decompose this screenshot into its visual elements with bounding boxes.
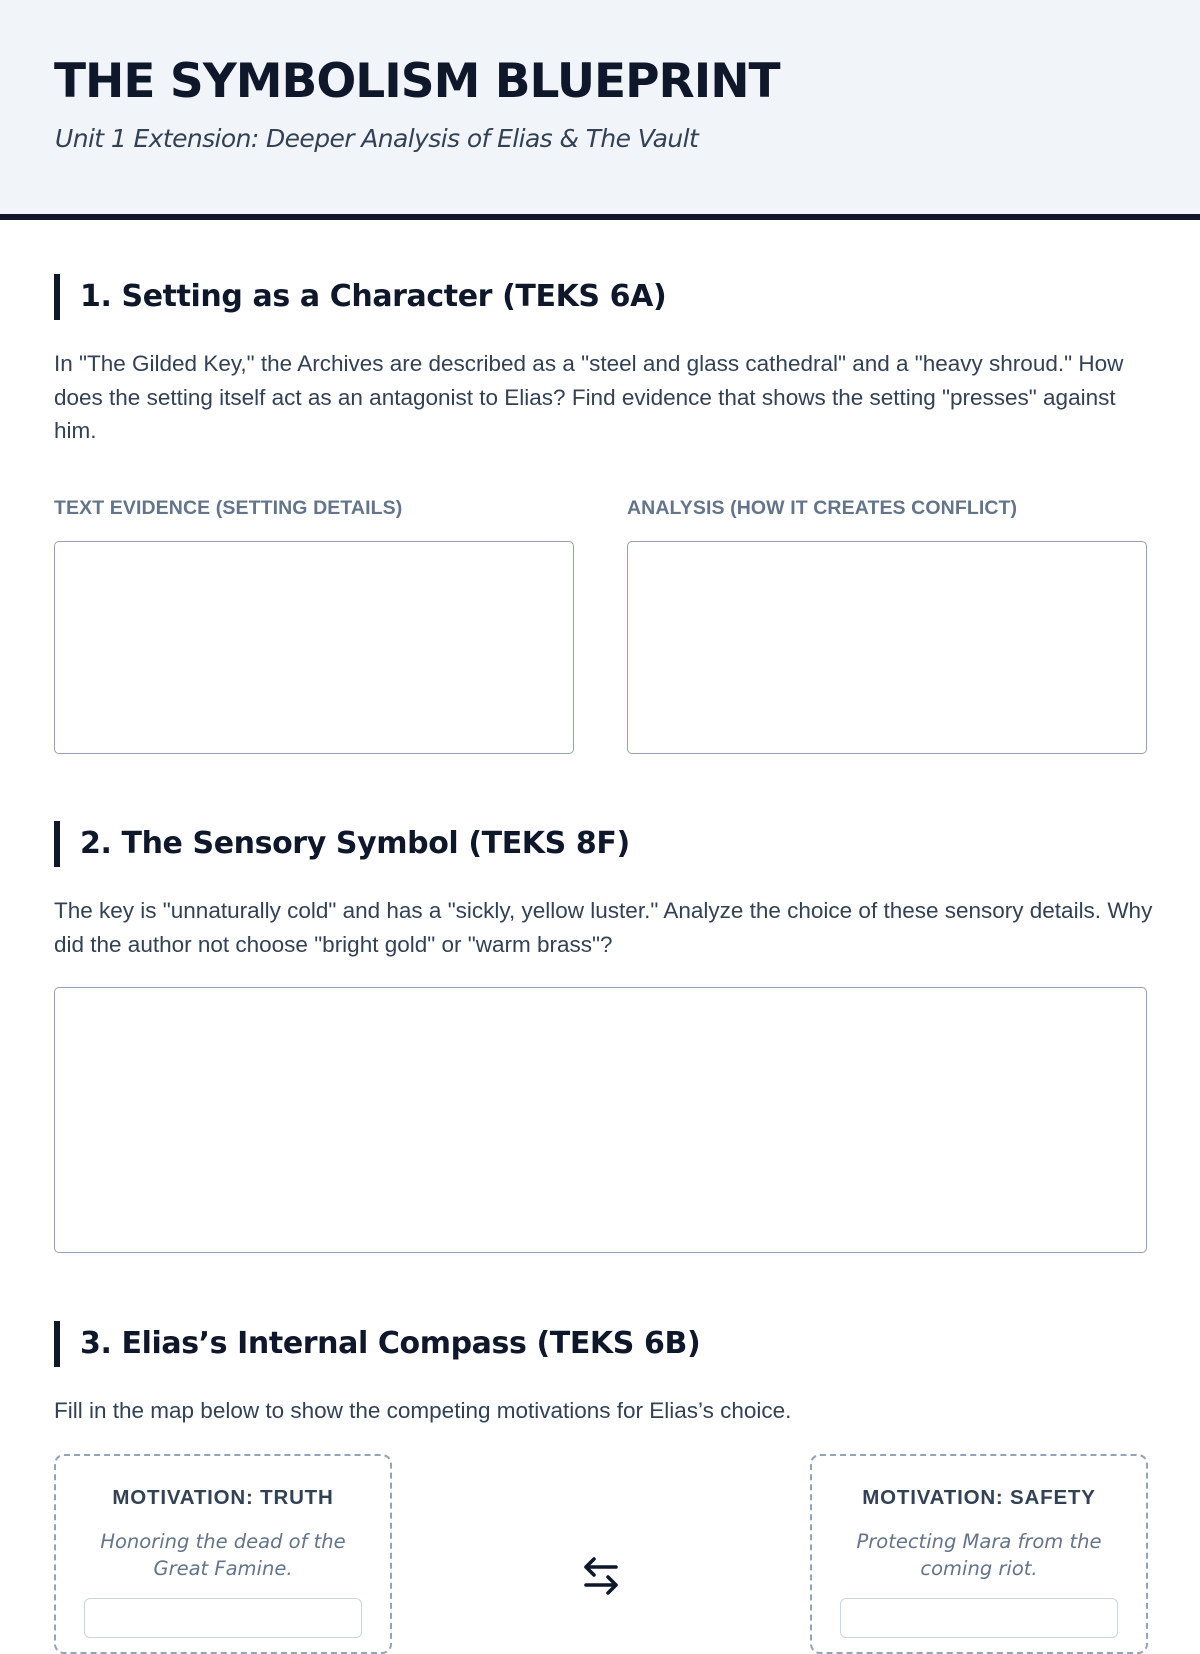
- motivation-description: Protecting Mara from the coming riot.: [856, 1530, 1102, 1580]
- section-accent-bar: [54, 821, 60, 867]
- page-title: THE SYMBOLISM BLUEPRINT: [54, 54, 780, 109]
- section-3-prompt: Fill in the map below to show the competing motivations for Elias’s choice.: [54, 1398, 792, 1423]
- evidence-label: TEXT EVIDENCE (SETTING DETAILS): [54, 497, 403, 519]
- section-2-prompt: The key is "unnaturally cold" and has a "sickly, yellow luster." Analyze the choice of these sensory details. Why did the author not choose "bright gold" or "warm brass"?: [54, 898, 1153, 957]
- motivation-answer-field[interactable]: [840, 1598, 1118, 1638]
- motivation-card-safety: [810, 1454, 1148, 1654]
- worksheet-header: [0, 0, 1200, 220]
- section-accent-bar: [54, 1321, 60, 1367]
- sensory-answer-box[interactable]: [54, 987, 1147, 1253]
- section-3-title: 3. Elias’s Internal Compass (TEKS 6B): [80, 1326, 701, 1361]
- motivation-card-truth: [54, 1454, 392, 1654]
- analysis-answer-box[interactable]: [627, 541, 1147, 754]
- section-1-heading: [54, 274, 1154, 320]
- analysis-label: ANALYSIS (HOW IT CREATES CONFLICT): [627, 497, 1018, 519]
- section-2-title: 2. The Sensory Symbol (TEKS 8F): [80, 826, 630, 861]
- section-3-heading: [54, 1321, 1154, 1367]
- motivation-description: Honoring the dead of the Great Famine.: [100, 1530, 346, 1580]
- section-accent-bar: [54, 274, 60, 320]
- evidence-answer-box[interactable]: [54, 541, 574, 754]
- section-2-heading: [54, 821, 1154, 867]
- section-1-prompt: In "The Gilded Key," the Archives are described as a "steel and glass cathedral" and a "heavy shroud." How does the setting itself act as an antagonist to Elias? Find evidence that shows the setting "presses" against him.: [54, 351, 1124, 443]
- motivation-title: MOTIVATION: TRUTH: [112, 1486, 334, 1509]
- motivation-title: MOTIVATION: SAFETY: [862, 1486, 1096, 1509]
- motivation-answer-field[interactable]: [84, 1598, 362, 1638]
- page-subtitle: Unit 1 Extension: Deeper Analysis of Elias & The Vault: [55, 124, 699, 153]
- section-1-title: 1. Setting as a Character (TEKS 6A): [80, 279, 667, 314]
- swap-arrows-icon: [578, 1553, 624, 1599]
